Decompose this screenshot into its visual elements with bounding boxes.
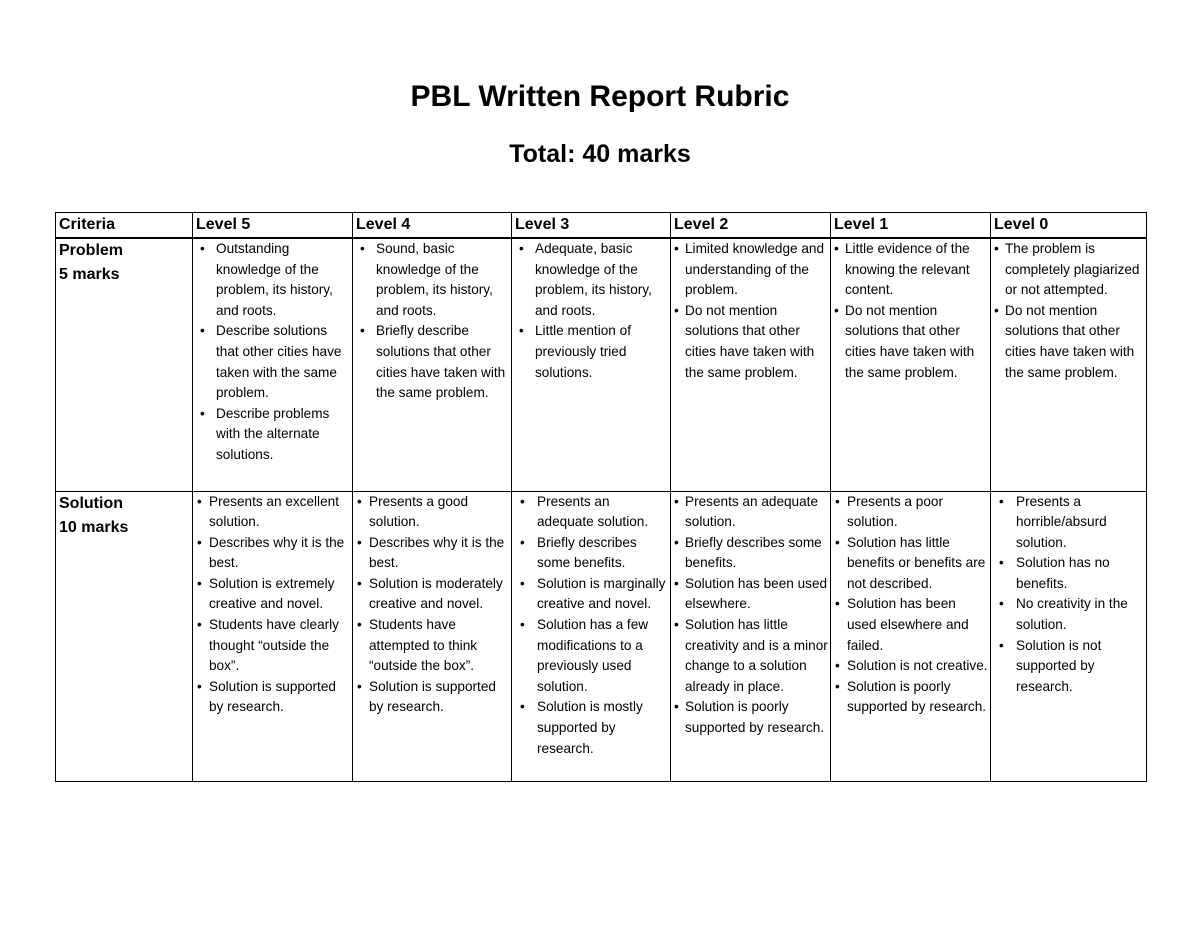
criterion-point: • Presents a poor solution. xyxy=(833,492,988,533)
criterion-point: • Describes why it is the best. xyxy=(195,533,350,574)
criteria-cell-solution xyxy=(56,491,193,781)
criterion-point: • Solution is not creative. xyxy=(833,656,988,677)
criterion-point: • Solution has been used elsewhere. xyxy=(673,574,828,615)
criterion-point: • Briefly describe solutions that other cities have taken with the same problem. xyxy=(355,321,509,403)
criterion-point: • Presents a good solution. xyxy=(355,492,509,533)
criterion-point: • Solution is mostly supported by research. xyxy=(514,697,668,759)
solution-level-2 xyxy=(671,491,831,781)
criterion-point: • Presents an excellent solution. xyxy=(195,492,350,533)
header-level-1: Level 1 xyxy=(831,213,991,239)
criterion-point: • Adequate, basic knowledge of the problem, its history, and roots. xyxy=(514,239,668,321)
criterion-point: • Briefly describes some benefits. xyxy=(514,533,668,574)
row-problem xyxy=(56,238,1147,491)
criterion-point: • Little mention of previously tried solutions. xyxy=(514,321,668,383)
criterion-point: • Describes why it is the best. xyxy=(355,533,509,574)
criterion-point: • Solution has little benefits or benefits are not described. xyxy=(833,533,988,595)
criterion-point: • Outstanding knowledge of the problem, its history, and roots. xyxy=(195,239,350,321)
criterion-point: • Briefly describes some benefits. xyxy=(673,533,828,574)
solution-level-3 xyxy=(512,491,671,781)
criterion-point: • Presents an adequate solution. xyxy=(514,492,668,533)
problem-level-4 xyxy=(353,238,512,491)
criterion-point: • Solution is poorly supported by research. xyxy=(833,677,988,718)
criteria-cell-problem xyxy=(56,238,193,491)
header-level-5: Level 5 xyxy=(193,213,353,239)
document-title: PBL Written Report Rubric xyxy=(410,80,790,113)
criterion-point: • Presents an adequate solution. xyxy=(673,492,828,533)
criterion-point: • Solution has a few modifications to a previously used solution. xyxy=(514,615,668,697)
problem-level-2 xyxy=(671,238,831,491)
solution-level-1 xyxy=(831,491,991,781)
solution-level-0 xyxy=(991,491,1147,781)
criterion-point: • Students have clearly thought “outside the box”. xyxy=(195,615,350,677)
criteria-name: Problem xyxy=(59,242,124,259)
criterion-point: • Do not mention solutions that other cities have taken with the same problem. xyxy=(833,301,988,383)
criterion-point: • Solution is poorly supported by research. xyxy=(673,697,828,738)
criterion-point: • Solution is supported by research. xyxy=(355,677,509,718)
criterion-point: • Do not mention solutions that other cities have taken with the same problem. xyxy=(993,301,1144,383)
header-level-0: Level 0 xyxy=(991,213,1147,239)
criterion-point: • No creativity in the solution. xyxy=(993,594,1144,635)
problem-level-0 xyxy=(991,238,1147,491)
criteria-marks: 10 marks xyxy=(59,518,129,536)
header-level-2: Level 2 xyxy=(671,213,831,239)
criterion-point: • Solution has no benefits. xyxy=(993,553,1144,594)
total-marks: Total: 40 marks xyxy=(509,140,691,168)
header-row xyxy=(56,213,1147,239)
criterion-point: • Solution is marginally creative and novel. xyxy=(514,574,668,615)
problem-level-1 xyxy=(831,238,991,491)
criterion-point: • Limited knowledge and understanding of the problem. xyxy=(673,239,828,301)
criterion-point: • Solution is extremely creative and novel. xyxy=(195,574,350,615)
header-criteria: Criteria xyxy=(56,213,193,239)
criterion-point: • Solution is not supported by research. xyxy=(993,636,1144,698)
criterion-point: • Little evidence of the knowing the relevant content. xyxy=(833,239,988,301)
criteria-name: Solution xyxy=(59,494,123,512)
rubric-table xyxy=(55,212,1147,782)
criterion-point: • The problem is completely plagiarized or not attempted. xyxy=(993,239,1144,301)
row-solution xyxy=(56,491,1147,781)
criterion-point: • Describe solutions that other cities have taken with the same problem. xyxy=(195,321,350,403)
criterion-point: • Solution is supported by research. xyxy=(195,677,350,718)
problem-level-5 xyxy=(193,238,353,491)
criteria-marks: 5 marks xyxy=(59,266,120,283)
criterion-point: • Sound, basic knowledge of the problem, its history, and roots. xyxy=(355,239,509,321)
header-level-4: Level 4 xyxy=(353,213,512,239)
criterion-point: • Solution has little creativity and is a minor change to a solution already in place. xyxy=(673,615,828,697)
criterion-point: • Solution has been used elsewhere and failed. xyxy=(833,594,988,656)
solution-level-5 xyxy=(193,491,353,781)
criterion-point: • Students have attempted to think “outside the box”. xyxy=(355,615,509,677)
criterion-point: • Presents a horrible/absurd solution. xyxy=(993,492,1144,554)
criterion-point: • Solution is moderately creative and novel. xyxy=(355,574,509,615)
header-level-3: Level 3 xyxy=(512,213,671,239)
problem-level-3 xyxy=(512,238,671,491)
criterion-point: • Describe problems with the alternate solutions. xyxy=(195,404,350,466)
criterion-point: • Do not mention solutions that other cities have taken with the same problem. xyxy=(673,301,828,383)
solution-level-4 xyxy=(353,491,512,781)
